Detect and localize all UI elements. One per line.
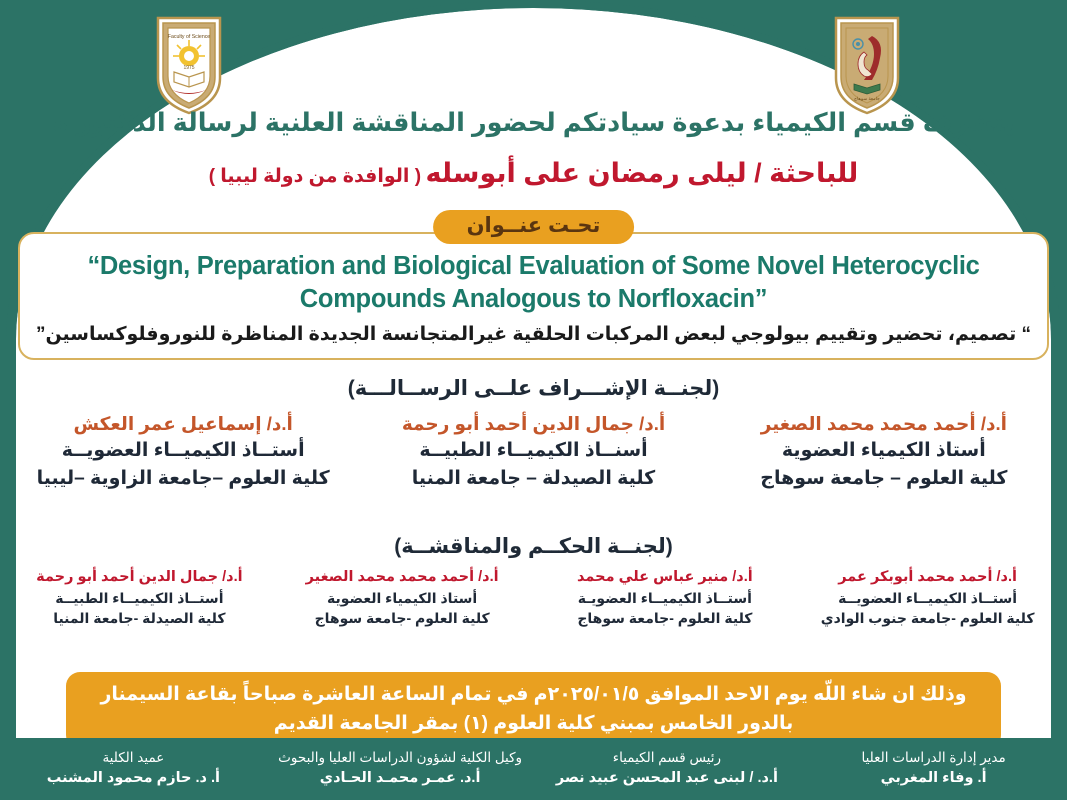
signatory-role: عميد الكلية <box>102 750 165 765</box>
under-title-badge: تحـت عنــوان <box>433 210 635 244</box>
thesis-title-english <box>20 250 1047 315</box>
member-affiliation: كلية الصيدلة – جامعة المنيا <box>411 467 656 489</box>
member-rank: أستــاذ الكيميــاء العضويـة <box>577 589 752 606</box>
member-affiliation: كلية العلوم – جامعة سوهاج <box>760 467 1008 489</box>
member-rank: أستــاذ الكيميــاء العضويــة <box>838 589 1018 606</box>
member-name: أ.د/ جمال الدين أحمد أبو رحمة <box>36 569 243 585</box>
examination-committee-heading: (لجنــة الحكــم والمناقشــة) <box>394 535 673 558</box>
researcher-name: للباحثة / ليلى رمضان على أبوسله <box>425 158 859 188</box>
svg-text:جامعة سوهاج: جامعة سوهاج <box>854 96 880 101</box>
supervision-member <box>8 412 358 492</box>
signatory-role: وكيل الكلية لشؤون الدراسات العليا والبحوث <box>278 750 523 765</box>
member-rank: أستاذ الكيمياء العضوية <box>781 439 986 461</box>
supervision-committee-list <box>8 412 1059 492</box>
thesis-title-en-line1: “Design, Preparation and Biological Evaluation of Some Novel Heterocyclic <box>87 252 980 280</box>
signatory-role: رئيس قسم الكيمياء <box>612 750 722 765</box>
invitation-heading: يتشرف قسم الكيمياء بدعوة سيادتكم لحضور المناقشة العلنية لرسالة الدكتوراه <box>52 109 1015 137</box>
member-name: أ.د/ إسماعيل عمر العكش <box>73 413 293 434</box>
signatory-name: أ.د. / لبنى عبد المحسن عبيد نصر <box>555 770 778 787</box>
researcher-note: ( الوافدة من دولة ليبيا ) <box>208 166 422 187</box>
examination-member <box>271 568 534 628</box>
banner-line-1: وذلك ان شاء اللّه يوم الاحد الموافق ٢٠٢٥/٠١/٥م في تمام الساعة العاشرة صباحاً بقاعة السيمنار <box>100 684 967 705</box>
signatory-name: أ. د. حازم محمود المشنب <box>46 770 221 787</box>
signatory <box>534 748 801 790</box>
thesis-title-arabic: “ تصميم، تحضير وتقييم بيولوجي لبعض المركبات الحلقية غيرالمتجانسة الجديدة المناظرة للنوروفلوكساسين” <box>35 324 1032 346</box>
thesis-title-en-line2: Compounds Analogous to Norfloxacin” <box>299 284 768 313</box>
svg-text:1975: 1975 <box>183 65 195 71</box>
signatory <box>800 748 1067 790</box>
footer-signatories <box>0 738 1067 800</box>
member-rank: أستــاذ الكيميــاء الطبيــة <box>55 589 224 606</box>
supervision-member <box>358 412 708 492</box>
researcher-line <box>0 158 1067 189</box>
faculty-of-science-logo <box>150 12 228 116</box>
member-affiliation: كلية الصيدلة -جامعة المنيا <box>53 609 226 626</box>
member-affiliation: كلية العلوم –جامعة الزاوية –ليبيا <box>36 467 330 489</box>
sohag-university-logo <box>828 12 906 116</box>
member-affiliation: كلية العلوم -جامعة سوهاج <box>314 609 490 626</box>
member-name: أ.د/ أحمد محمد أبوبكر عمر <box>838 569 1017 585</box>
member-rank: أستــاذ الكيميــاء العضويــة <box>61 439 305 461</box>
supervision-member <box>709 412 1059 492</box>
signatory-role: مدير إدارة الدراسات العليا <box>861 750 1006 765</box>
examination-member <box>796 568 1059 628</box>
member-name: أ.د/ أحمد محمد محمد الصغير <box>305 569 499 585</box>
supervision-committee-heading: (لجنــة الإشـــراف علــى الرســالـــة) <box>347 377 720 400</box>
member-affiliation: كلية العلوم -جامعة سوهاج <box>577 609 753 626</box>
member-name: أ.د/ منير عباس علي محمد <box>577 569 753 585</box>
examination-committee-list <box>8 568 1059 628</box>
signatory <box>0 748 267 790</box>
member-affiliation: كلية العلوم -جامعة جنوب الوادي <box>820 609 1035 626</box>
banner-line-2: بالدور الخامس بمبني كلية العلوم (١) بمقر الجامعة القديم <box>273 712 794 734</box>
signatory <box>267 748 534 790</box>
signatory-name: أ. وفاء المغربي <box>880 770 987 787</box>
examination-member <box>534 568 797 628</box>
member-name: أ.د/ جمال الدين أحمد أبو رحمة <box>401 413 666 434</box>
signatory-name: أ.د. عمـر محمـد الحـادي <box>319 770 481 787</box>
examination-member <box>8 568 271 628</box>
thesis-title-box <box>18 232 1049 360</box>
member-rank: أستاذ الكيمياء العضوية <box>327 589 478 606</box>
member-rank: أسنــاذ الكيميــاء الطبيــة <box>419 439 648 461</box>
svg-text:Faculty of Science: Faculty of Science <box>167 34 211 40</box>
member-name: أ.د/ أحمد محمد محمد الصغير <box>760 413 1007 434</box>
